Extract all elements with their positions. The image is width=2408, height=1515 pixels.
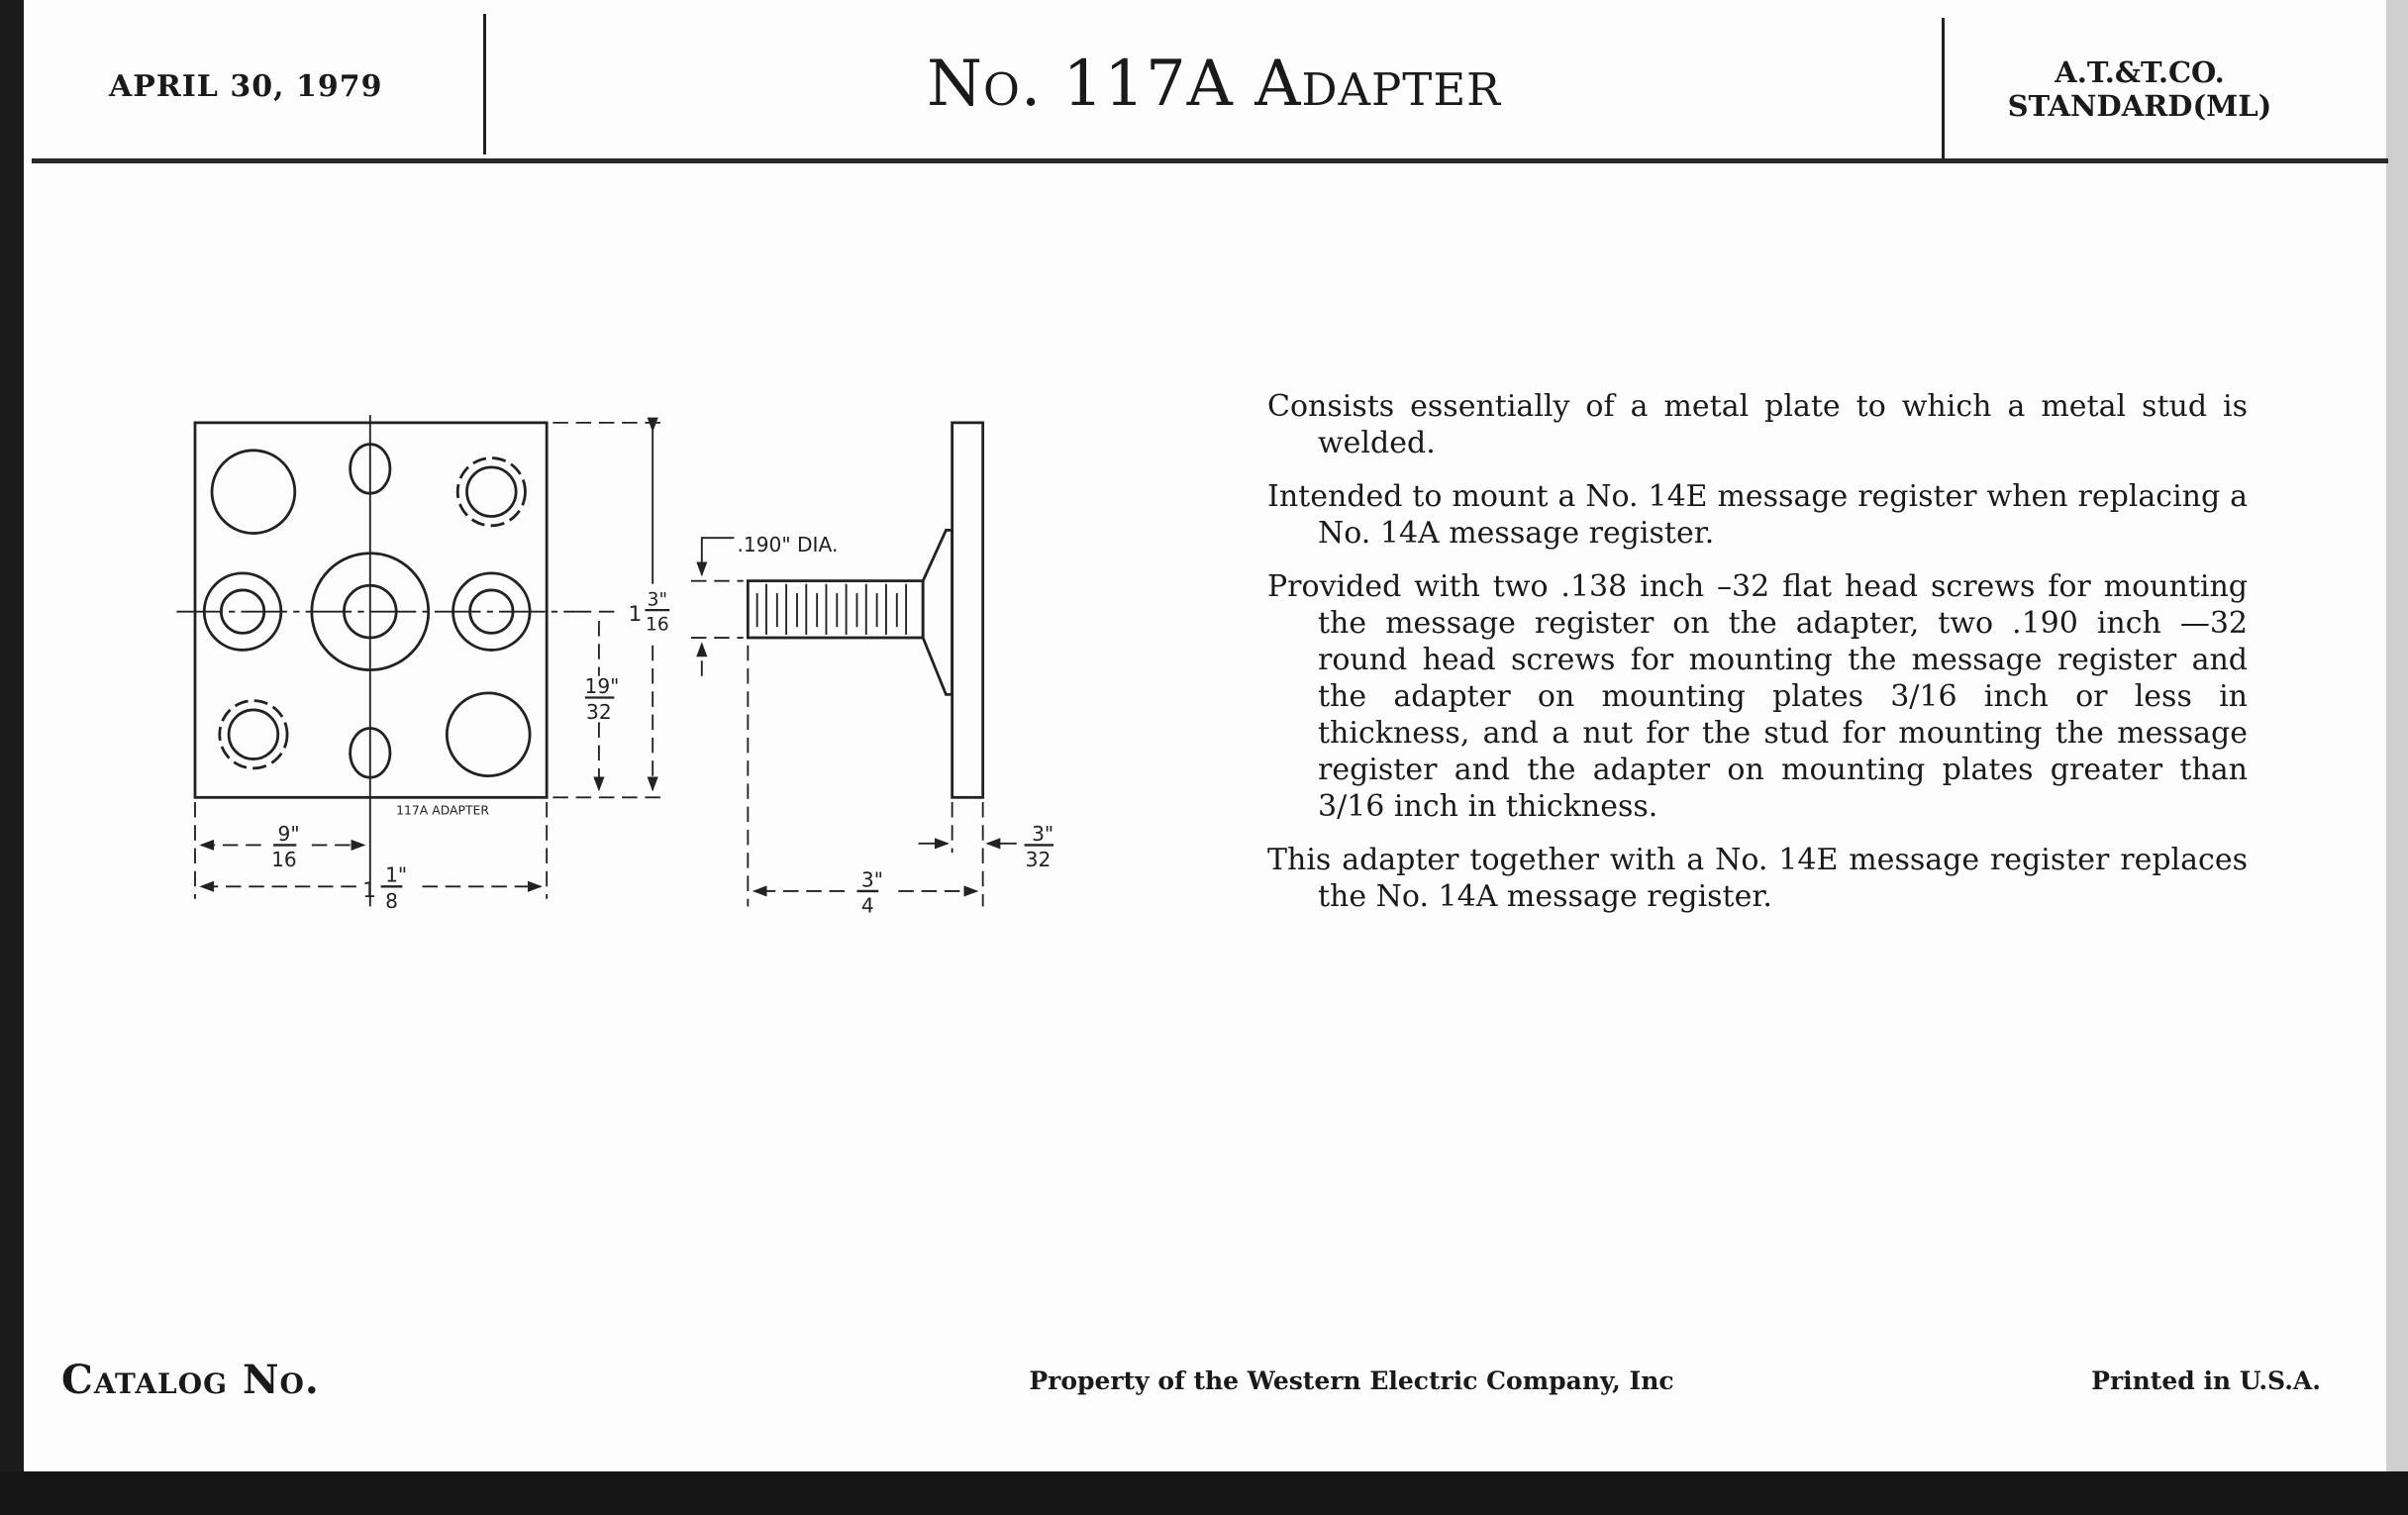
description-paragraph: Intended to mount a No. 14E message register when replacing a No. 14A message register. <box>1267 479 2248 551</box>
page-title: No. 117A Adapter <box>926 48 1502 121</box>
stud-threads <box>757 584 906 635</box>
svg-text:16: 16 <box>271 848 297 872</box>
dim-half-width <box>271 822 300 871</box>
svg-text:32: 32 <box>586 700 612 725</box>
side-view <box>748 423 982 797</box>
countersunk-hole <box>467 467 517 517</box>
stud-diameter-label: .190" DIA. <box>737 533 839 557</box>
mounting-hole <box>447 693 530 776</box>
svg-text:3": 3" <box>647 589 668 611</box>
mounting-hole <box>212 451 295 534</box>
svg-text:3": 3" <box>1032 821 1054 846</box>
stud-countersink <box>923 530 952 694</box>
issue-date: APRIL 30, 1979 <box>109 69 383 104</box>
dim-depth <box>856 867 883 917</box>
svg-text:8: 8 <box>385 889 398 913</box>
dim-flange-thickness <box>1025 822 1054 871</box>
front-dimensions <box>195 423 663 899</box>
flange-plate <box>953 423 983 797</box>
description-paragraph: Consists essentially of a metal plate to which a metal stud is welded. <box>1267 389 2248 460</box>
front-view <box>176 415 575 906</box>
countersunk-hole <box>229 710 278 759</box>
svg-text:1": 1" <box>385 862 408 887</box>
svg-text:3": 3" <box>860 867 884 892</box>
description-paragraph: Provided with two .138 inch –32 flat head screws for mounting the message register on the adapter, two .190 inch —32 round head screws for mounting the message register and the adapter on mounting plates 3/16 inch or less in thickness, and a nut for the stud for mounting the message register and the adapter on mounting plates greater than 3/16 inch in thickness. <box>1267 569 2248 824</box>
svg-text:4: 4 <box>860 893 874 918</box>
standard-line-1: A.T.&T.CO. <box>2055 55 2225 89</box>
side-dimensions <box>691 538 1017 906</box>
svg-text:1: 1 <box>628 601 643 627</box>
svg-text:32: 32 <box>1025 848 1052 872</box>
plate-label: 117A ADAPTER <box>396 802 489 818</box>
property-notice: Property of the Western Electric Company, Inc <box>1029 1366 1674 1395</box>
dim-height <box>629 589 670 635</box>
svg-text:19": 19" <box>584 673 620 698</box>
catalog-number-label: Catalog No. <box>61 1357 320 1403</box>
svg-text:16: 16 <box>645 614 669 636</box>
dim-center-height <box>585 674 620 724</box>
description-paragraph: This adapter together with a No. 14E message register replaces the No. 14A message register. <box>1267 843 2248 914</box>
svg-text:1: 1 <box>362 878 376 904</box>
printed-in-notice: Printed in U.S.A. <box>2091 1366 2321 1395</box>
description <box>1267 388 2248 932</box>
svg-text:9": 9" <box>277 821 300 846</box>
standard-line-2: STANDARD(ML) <box>2007 89 2272 123</box>
